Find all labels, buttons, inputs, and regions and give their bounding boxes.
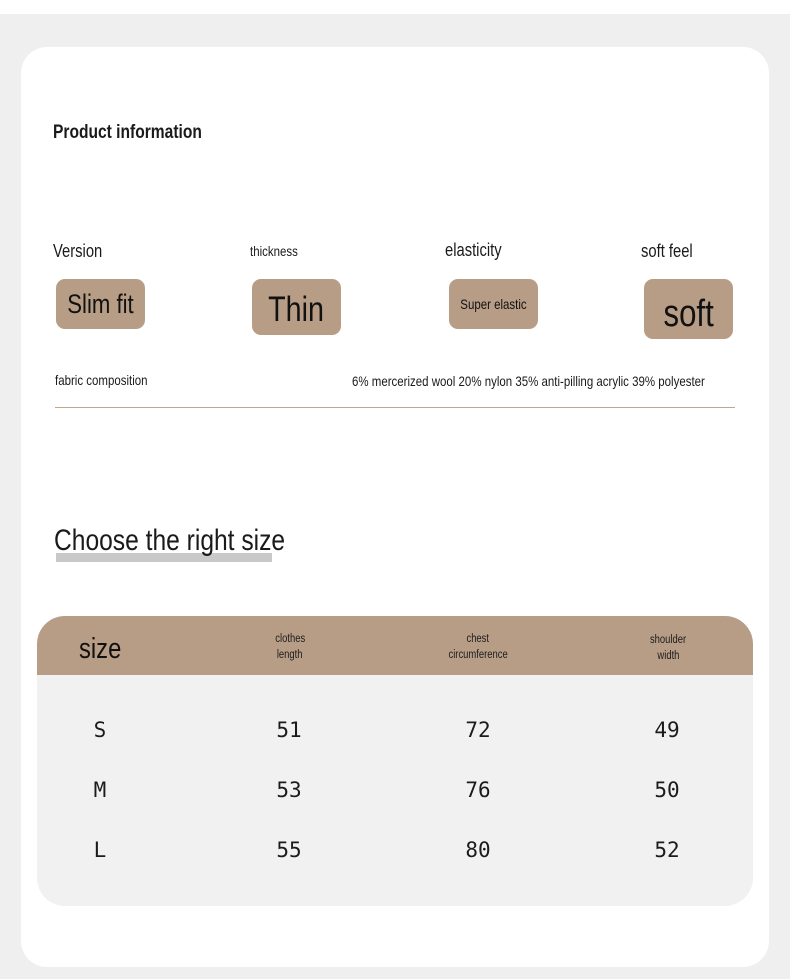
- table-cell-size: M: [93, 778, 107, 802]
- table-cell-chest: 76: [465, 778, 491, 802]
- table-cell-length: 55: [276, 838, 302, 862]
- attr-label-thickness: thickness: [250, 243, 298, 259]
- badge-elasticity: Super elastic: [449, 279, 538, 329]
- product-info-title: Product information: [53, 122, 202, 143]
- attr-label-elasticity: elasticity: [445, 240, 502, 260]
- header-shoulder-width: shoulder width: [649, 634, 687, 662]
- size-table: [37, 616, 753, 906]
- attr-label-soft-feel: soft feel: [641, 241, 693, 261]
- badge-thickness: Thin: [252, 279, 341, 335]
- table-cell-chest: 80: [465, 838, 491, 862]
- table-cell-length: 51: [276, 718, 302, 742]
- header-size: size: [79, 633, 122, 665]
- badge-version: Slim fit: [56, 279, 145, 329]
- table-cell-shoulder: 50: [654, 778, 680, 802]
- table-cell-size: L: [93, 838, 107, 862]
- size-section-title: Choose the right size: [54, 524, 286, 557]
- fabric-divider: [55, 407, 735, 408]
- table-cell-shoulder: 52: [654, 838, 680, 862]
- header-clothes-length: clothes length: [275, 633, 305, 661]
- attr-label-version: Version: [53, 241, 103, 261]
- table-cell-shoulder: 49: [654, 718, 680, 742]
- badge-soft-feel: soft: [644, 279, 733, 339]
- table-cell-size: S: [93, 718, 107, 742]
- table-cell-length: 53: [276, 778, 302, 802]
- size-table-header: [37, 616, 753, 675]
- fabric-label: fabric composition: [55, 372, 148, 388]
- top-strip: [0, 0, 790, 14]
- table-cell-chest: 72: [465, 718, 491, 742]
- fabric-value: 6% mercerized wool 20% nylon 35% anti-pilling acrylic 39% polyester: [352, 373, 705, 389]
- header-chest-circumference: chest circumference: [448, 633, 508, 661]
